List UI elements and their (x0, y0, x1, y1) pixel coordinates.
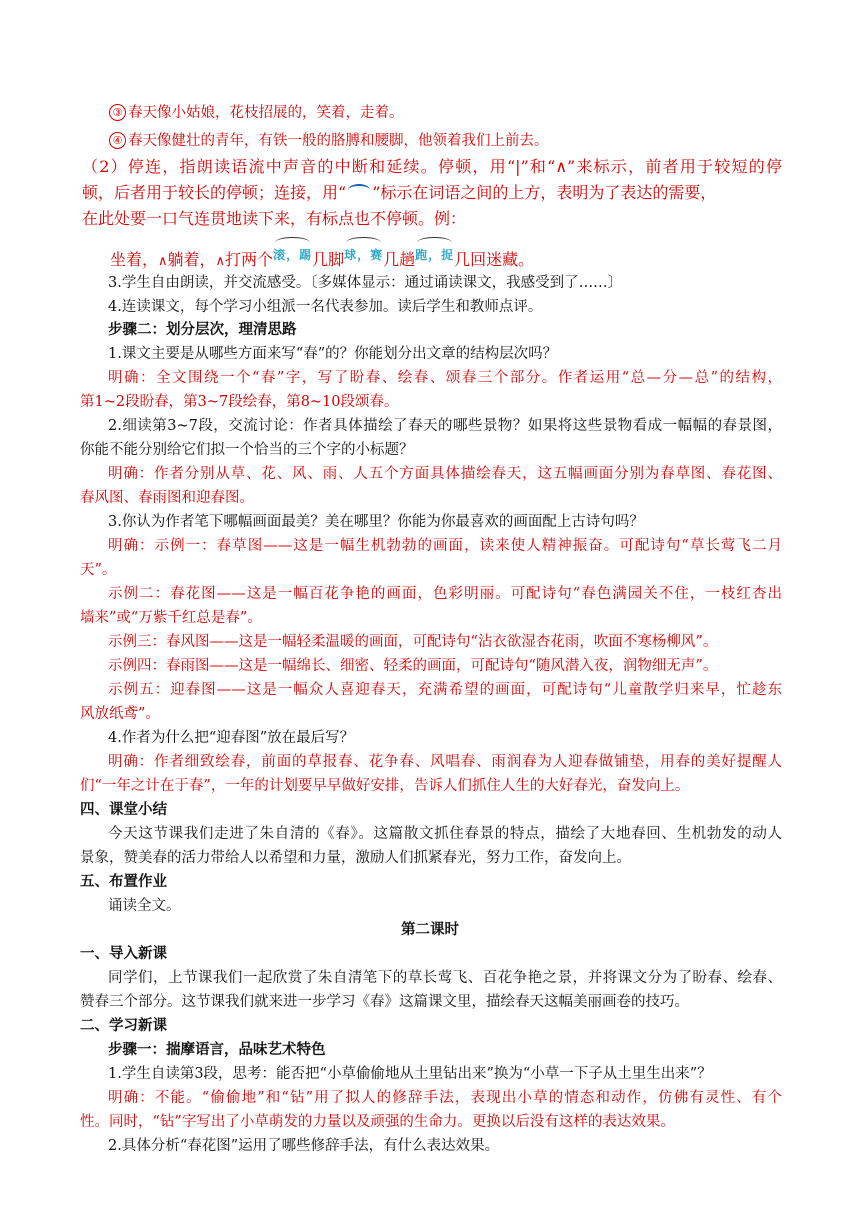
step-heading: 步骤一：揣摩语言，品味艺术特色 (108, 1042, 326, 1058)
answer-line: 风放纸鸢”。 (80, 706, 160, 722)
answer-line: 春风图、春雨图和迎春图。 (80, 490, 254, 506)
section-heading: 四、课堂小结 (80, 802, 167, 818)
para-line: 景象，赞美春的活力带给人以希望和力量，激励人们抓紧春光，努力工作，奋发向上。 (80, 850, 631, 866)
answer-line: 明确：示例一：春草图——这是一幅生机勃勃的画面，读来使人精神振奋。可配诗句“草长莺飞二月 (108, 538, 782, 554)
section-heading: 二、学习新课 (80, 1018, 167, 1034)
answer-line: 第1~2段盼春，第3~7段绘春，第8~10段颂春。 (80, 394, 399, 410)
answer-line: 墙来”或“万紫千红总是春”。 (80, 610, 262, 626)
answer-line: 示例三：春风图——这是一幅轻柔温暖的画面，可配诗句“沾衣欲湿杏花雨，吹面不寒杨柳风”。 (108, 634, 718, 650)
section-heading: 五、布置作业 (80, 874, 167, 890)
answer-line: 示例四：春雨图——这是一幅绵长、细密、轻柔的画面，可配诗句“随风潜入夜，润物细无声”。 (108, 658, 718, 674)
answer-line: 明确：不能。“偷偷地”和“钻”用了拟人的修辞手法，表现出小草的情态和动作，仿佛有灵性、有个 (108, 1090, 782, 1106)
linked-words: 跑，捉 (415, 243, 454, 265)
section-heading: 一、导入新课 (80, 946, 167, 962)
linked-words: 滚，踢 (273, 243, 312, 265)
para-line: 3.你认为作者笔下哪幅画面最美？美在哪里？你能为你最喜欢的画面配上古诗句吗？ (108, 514, 644, 530)
para-line: 你能不能分别给它们拟一个恰当的三个字的小标题？ (80, 442, 414, 458)
answer-line: 示例二：春花图——这是一幅百花争艳的画面，色彩明丽。可配诗句“春色满园关不住，一枝红杏出 (108, 586, 782, 602)
step-heading: 步骤二：划分层次，理清思路 (108, 322, 297, 338)
example-line-3: ③ 春天像小姑娘，花枝招展的，笑着，走着。 (109, 103, 404, 123)
pause-definition-line: （2）停连，指朗读语流中声音的中断和延续。停顿，用“|”和“∧”来标示，前者用于较短的停 (82, 157, 782, 176)
caret-mark-icon: ∧ (215, 254, 226, 269)
para-line: 诵读全文。 (108, 898, 181, 914)
definition-end-line: 在此处要一口气连贯地读下来，有标点也不停顿。例： (82, 209, 467, 228)
lesson-title: 第二课时 (401, 922, 459, 938)
para-line: 1.学生自读第3段，思考：能否把“小草偷偷地从土里钻出来”换为“小草一下子从土里生出来”？ (108, 1066, 712, 1082)
para-line: 4.连读课文，每个学习小组派一名代表参加。读后学生和教师点评。 (108, 299, 543, 315)
example-sentence: 坐着，∧躺着，∧打两个滚，踢几脚球，赛几趟跑，捉几回迷藏。 (110, 243, 534, 272)
answer-line: 示例五：迎春图——这是一幅众人喜迎春天，充满希望的画面，可配诗句“儿童散学归来早，忙趁东 (108, 682, 782, 698)
answer-line: 们“一年之计在于春”，一年的计划要早早做好安排，告诉人们抓住人生的大好春光，奋发向上。 (80, 778, 690, 794)
para-line: 今天这节课我们走进了朱自清的《春》。这篇散文抓住春景的特点，描绘了大地春回、生机勃发的动人 (108, 826, 782, 842)
caret-mark-icon: ∧ (158, 254, 168, 269)
connection-definition-line: 顿，后者用于较长的停顿；连接，用“ ”标示在词语之间的上方，表明为了表达的需要， (82, 183, 717, 202)
circled-number: ③ (109, 104, 126, 121)
answer-line: 天”。 (80, 562, 117, 578)
para-line: 2.细读第3~7段，交流讨论：作者具体描绘了春天的哪些景物？如果将这些景物看成一幅幅的春景图， (108, 418, 782, 434)
answer-line: 性。同时，“钻”字写出了小草萌发的力量以及顽强的生命力。更换以后没有这样的表达效果。 (80, 1114, 675, 1130)
answer-line: 明确：作者细致绘春，前面的草报春、花争春、风唱春、雨润春为人迎春做铺垫，用春的美好提醒人 (108, 754, 782, 770)
para-line: 2.具体分析“春花图”运用了哪些修辞手法，有什么表达效果。 (108, 1138, 500, 1154)
answer-line: 明确：作者分别从草、花、风、雨、人五个方面具体描绘春天，这五幅画面分别为春草图、春花图、 (108, 466, 782, 482)
para-line: 赞春三个部分。这节课我们就来进一步学习《春》这篇课文里，描绘春天这幅美丽画卷的技巧。 (80, 994, 689, 1010)
para-line: 1.课文主要是从哪些方面来写“春”的？你能划分出文章的结构层次吗？ (108, 346, 558, 362)
arc-symbol-icon (348, 184, 370, 196)
answer-line: 明确：全文围绕一个“春”字，写了盼春、绘春、颂春三个部分。作者运用“总—分—总”的结构， (108, 370, 782, 386)
para-line: 同学们，上节课我们一起欣赏了朱自清笔下的草长莺飞、百花争艳之景，并将课文分为了盼春、绘春、 (108, 970, 782, 986)
para-line: 4.作者为什么把“迎春图”放在最后写？ (108, 730, 355, 746)
circled-number: ④ (109, 132, 126, 149)
para-line: 3.学生自由朗读，并交流感受。〔多媒体显示：通过诵读课文，我感受到了……〕 (108, 275, 623, 291)
linked-words: 球，赛 (344, 243, 383, 265)
example-line-4: ④ 春天像健壮的青年，有铁一般的胳膊和腰脚，他领着我们上前去。 (109, 131, 549, 151)
